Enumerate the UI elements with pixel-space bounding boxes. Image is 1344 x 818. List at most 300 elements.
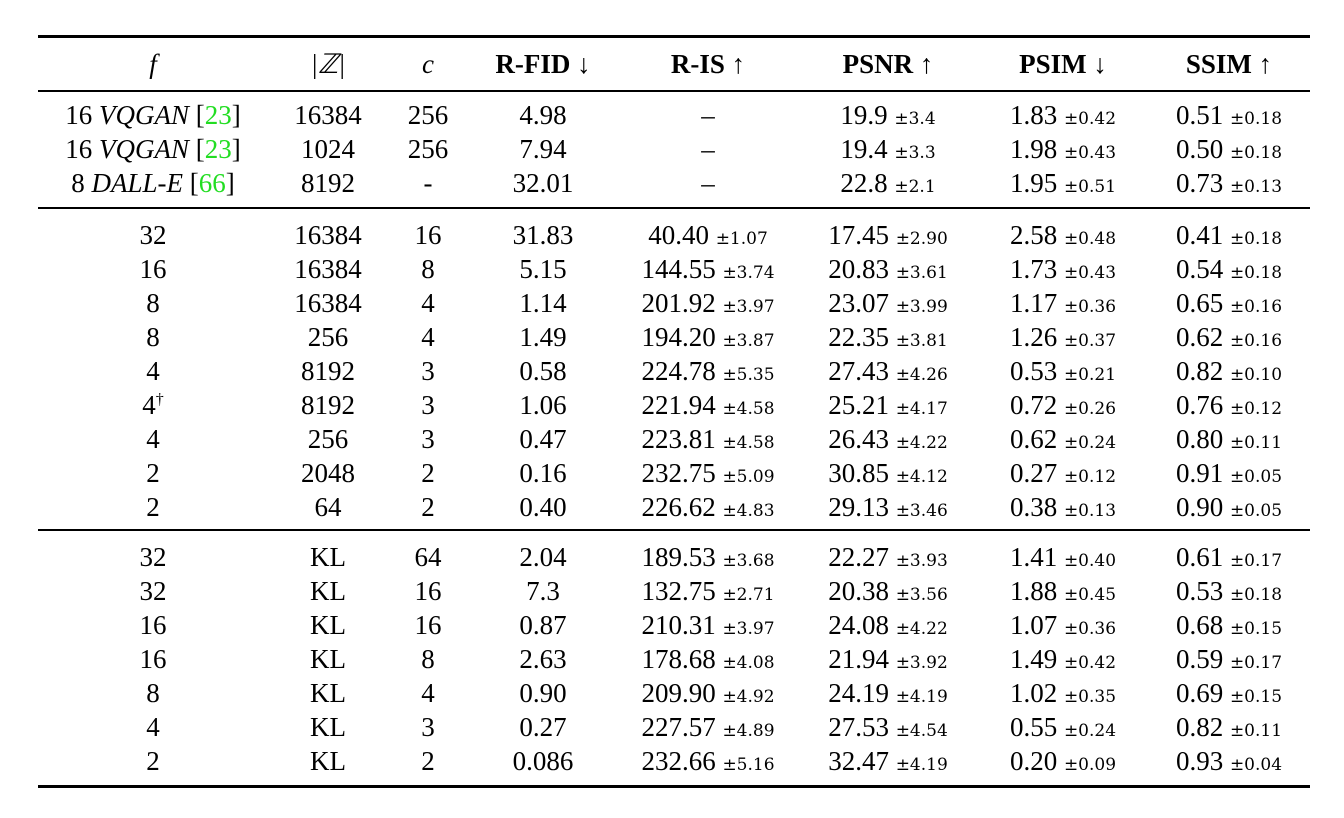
metric-std: ±0.17	[1229, 653, 1283, 673]
f-value: 8	[146, 288, 160, 318]
metric-value: 26.43	[828, 424, 889, 454]
f-value: 4	[146, 712, 160, 742]
cell-rfid: 0.87	[519, 610, 567, 640]
metric-std: ±0.36	[1063, 297, 1117, 317]
metric-std: ±0.24	[1063, 721, 1117, 741]
table-row	[38, 166, 1310, 200]
cell-psim	[978, 608, 1148, 642]
metric-value: 20.83	[828, 254, 889, 284]
metric-std: ±4.17	[895, 399, 948, 419]
metric-std: ±3.68	[722, 551, 775, 571]
cell-ssim	[1148, 710, 1310, 744]
metric-std: ±0.21	[1063, 365, 1117, 385]
cell-f	[38, 320, 268, 354]
metric-std: ±5.09	[722, 467, 775, 487]
cell-ssim	[1148, 132, 1310, 166]
metric-std: ±0.17	[1229, 551, 1283, 571]
citation-link[interactable]: 23	[204, 100, 232, 130]
cell-psim	[978, 490, 1148, 524]
metric-std: ±3.81	[895, 331, 948, 351]
cell-f	[38, 490, 268, 524]
cell-psim	[978, 710, 1148, 744]
header-psim: PSIM ↓	[1019, 49, 1107, 79]
metric-std: ±5.16	[722, 755, 775, 775]
cell-c: 16	[414, 610, 442, 640]
cell-ssim	[1148, 354, 1310, 388]
cell-ssim	[1148, 388, 1310, 422]
metric-value: 178.68	[641, 644, 716, 674]
metric-std: ±0.18	[1229, 143, 1283, 163]
cell-f	[38, 422, 268, 456]
metric-std: ±0.26	[1063, 399, 1117, 419]
cell-ris	[618, 388, 798, 422]
cell-ris	[618, 422, 798, 456]
table-row	[38, 540, 1310, 574]
metric-value: 0.68	[1175, 610, 1224, 640]
metric-std: ±4.12	[895, 467, 948, 487]
metric-value: 0.80	[1175, 424, 1224, 454]
cell-ssim	[1148, 490, 1310, 524]
f-value: 4	[146, 356, 160, 386]
cell-psim	[978, 642, 1148, 676]
table-row	[38, 608, 1310, 642]
metric-value: 1.02	[1009, 678, 1058, 708]
metric-std: ±0.10	[1229, 365, 1283, 385]
dagger-mark: †	[155, 391, 164, 408]
f-value: 4	[142, 390, 156, 420]
metric-std: ±2.71	[722, 585, 775, 605]
cell-rfid: 7.3	[526, 576, 560, 606]
metric-std: ±0.11	[1229, 433, 1283, 453]
cell-f	[38, 574, 268, 608]
cell-psnr	[798, 388, 978, 422]
metric-value: 0.54	[1175, 254, 1224, 284]
metric-std: ±4.26	[895, 365, 948, 385]
cell-c: 16	[414, 220, 442, 250]
cell-z: 16384	[294, 254, 362, 284]
cell-rfid: 5.15	[519, 254, 567, 284]
metric-value: 22.27	[828, 542, 889, 572]
metric-value: 17.45	[828, 220, 889, 250]
cell-f	[38, 540, 268, 574]
table-row	[38, 98, 1310, 132]
metric-std: ±0.18	[1229, 109, 1283, 129]
cell-rfid: 0.90	[519, 678, 567, 708]
cell-z: 8192	[301, 356, 355, 386]
cell-c: 256	[407, 134, 449, 164]
metric-value: 0.27	[1009, 458, 1058, 488]
cell-c: 8	[421, 254, 435, 284]
cell-psnr	[798, 252, 978, 286]
metric-std: ±0.15	[1229, 687, 1283, 707]
metric-value: 0.82	[1175, 712, 1224, 742]
metric-std: ±0.11	[1229, 721, 1283, 741]
metric-value: 1.83	[1009, 100, 1058, 130]
cell-ssim	[1148, 286, 1310, 320]
cell-ris	[618, 642, 798, 676]
model-name: VQGAN	[99, 100, 189, 130]
cell-ssim	[1148, 744, 1310, 778]
cell-f	[38, 744, 268, 778]
cell-psnr	[798, 166, 978, 200]
metric-std: ±0.42	[1063, 653, 1117, 673]
cell-rfid: 0.086	[512, 746, 574, 776]
cell-ris	[618, 574, 798, 608]
f-value: 16	[139, 610, 167, 640]
metric-value: –	[701, 168, 715, 198]
cell-rfid: 0.58	[519, 356, 567, 386]
cell-c: 3	[421, 390, 435, 420]
metric-std: ±0.16	[1229, 297, 1283, 317]
f-value: 2	[146, 458, 160, 488]
metric-std: ±3.46	[895, 501, 948, 521]
metric-value: 232.66	[641, 746, 716, 776]
cell-ris	[618, 354, 798, 388]
metric-std: ±0.35	[1063, 687, 1117, 707]
table-row	[38, 744, 1310, 778]
cell-psnr	[798, 490, 978, 524]
metric-value: 201.92	[641, 288, 716, 318]
f-value: 2	[146, 492, 160, 522]
cell-psnr	[798, 608, 978, 642]
metric-value: 29.13	[828, 492, 889, 522]
metric-std: ±4.22	[895, 433, 948, 453]
cell-psim	[978, 286, 1148, 320]
table-row	[38, 574, 1310, 608]
table-row	[38, 132, 1310, 166]
cell-rfid: 0.40	[519, 492, 567, 522]
metric-value: 0.69	[1175, 678, 1224, 708]
table-row	[38, 642, 1310, 676]
cell-z: 256	[307, 424, 349, 454]
metric-value: 0.50	[1175, 134, 1224, 164]
table-row	[38, 422, 1310, 456]
metric-std: ±0.40	[1063, 551, 1117, 571]
metric-value: 0.38	[1009, 492, 1058, 522]
metric-std: ±3.61	[895, 263, 948, 283]
cell-psnr	[798, 574, 978, 608]
metric-value: 226.62	[641, 492, 716, 522]
metric-value: 21.94	[828, 644, 889, 674]
metric-std: ±0.42	[1063, 109, 1117, 129]
cell-ssim	[1148, 218, 1310, 252]
cell-ssim	[1148, 98, 1310, 132]
cell-f: 16 VQGAN [23]	[65, 100, 241, 130]
cell-c: 2	[421, 492, 435, 522]
cell-z: 64	[314, 492, 342, 522]
metric-value: 25.21	[828, 390, 889, 420]
cell-psim	[978, 456, 1148, 490]
cell-psnr	[798, 422, 978, 456]
citation-link[interactable]: 66	[198, 168, 226, 198]
cell-z: KL	[310, 610, 346, 640]
cell-z: 2048	[301, 458, 355, 488]
cell-rfid: 31.83	[512, 220, 574, 250]
metric-std: ±1.07	[715, 229, 768, 249]
metric-value: 194.20	[641, 322, 716, 352]
cell-c: 3	[421, 712, 435, 742]
metric-std: ±0.24	[1063, 433, 1117, 453]
cell-ris	[618, 286, 798, 320]
table-row	[38, 456, 1310, 490]
metric-value: 1.98	[1009, 134, 1058, 164]
cell-rfid: 4.98	[519, 100, 567, 130]
metric-value: 0.82	[1175, 356, 1224, 386]
metric-std: ±4.19	[895, 755, 948, 775]
cell-psim	[978, 218, 1148, 252]
cell-psim	[978, 166, 1148, 200]
cell-f	[38, 710, 268, 744]
header-rule	[38, 90, 1310, 92]
cell-ris	[618, 744, 798, 778]
cell-z: 16384	[294, 220, 362, 250]
cell-psim	[978, 574, 1148, 608]
metric-std: ±0.12	[1063, 467, 1117, 487]
cell-f: 16 VQGAN [23]	[65, 134, 241, 164]
metric-value: 0.61	[1175, 542, 1224, 572]
cell-rfid: 0.27	[519, 712, 567, 742]
cell-z: 16384	[294, 100, 362, 130]
cell-ris	[618, 218, 798, 252]
metric-std: ±0.13	[1063, 501, 1117, 521]
metric-value: 0.62	[1009, 424, 1058, 454]
metric-value: 132.75	[641, 576, 716, 606]
cell-ssim	[1148, 422, 1310, 456]
metric-value: 32.47	[828, 746, 889, 776]
cell-c: 2	[421, 458, 435, 488]
metric-value: 209.90	[641, 678, 716, 708]
metric-value: 144.55	[641, 254, 716, 284]
metric-std: ±0.18	[1229, 229, 1283, 249]
cell-f	[38, 218, 268, 252]
metric-std: ±0.18	[1229, 585, 1283, 605]
metric-std: ±4.19	[895, 687, 948, 707]
model-name: VQGAN	[99, 134, 189, 164]
f-value: 32	[139, 542, 167, 572]
table-row	[38, 490, 1310, 524]
cell-c: 4	[421, 322, 435, 352]
cell-rfid: 2.04	[519, 542, 567, 572]
table-row	[38, 320, 1310, 354]
cell-f	[38, 642, 268, 676]
cell-f	[38, 676, 268, 710]
cell-z: KL	[310, 678, 346, 708]
metric-std: ±0.15	[1229, 619, 1283, 639]
f-value: 16	[65, 100, 93, 130]
metric-value: 2.58	[1009, 220, 1058, 250]
cell-psnr	[798, 132, 978, 166]
metric-value: 22.8	[840, 168, 888, 198]
cell-ris	[618, 252, 798, 286]
cell-f	[38, 388, 268, 422]
cell-psnr	[798, 540, 978, 574]
metric-std: ±0.05	[1229, 467, 1283, 487]
header-f: f	[149, 49, 157, 79]
cell-psnr	[798, 744, 978, 778]
cell-rfid: 1.06	[519, 390, 567, 420]
cell-psim	[978, 744, 1148, 778]
metric-value: 0.53	[1175, 576, 1224, 606]
cell-ssim	[1148, 540, 1310, 574]
cell-z: 8192	[301, 390, 355, 420]
metric-value: 0.93	[1175, 746, 1224, 776]
f-value: 16	[139, 254, 167, 284]
cell-c: 2	[421, 746, 435, 776]
metric-std: ±4.89	[722, 721, 775, 741]
metric-std: ±0.48	[1063, 229, 1117, 249]
metric-std: ±4.83	[722, 501, 775, 521]
metric-std: ±0.51	[1063, 177, 1117, 197]
metric-std: ±3.56	[895, 585, 948, 605]
metric-value: 224.78	[641, 356, 716, 386]
cell-ssim	[1148, 574, 1310, 608]
metric-value: 22.35	[828, 322, 889, 352]
f-value: 32	[139, 576, 167, 606]
cell-psim	[978, 252, 1148, 286]
cell-z: KL	[310, 644, 346, 674]
metric-value: 1.07	[1009, 610, 1058, 640]
metric-value: 24.19	[828, 678, 889, 708]
cell-ris	[618, 490, 798, 524]
cell-psim	[978, 676, 1148, 710]
metric-value: 0.59	[1175, 644, 1224, 674]
model-name: DALL-E	[91, 168, 183, 198]
metric-value: 0.53	[1009, 356, 1058, 386]
metric-value: –	[701, 100, 715, 130]
metric-value: 1.49	[1009, 644, 1058, 674]
metric-std: ±4.92	[722, 687, 775, 707]
metric-std: ±2.1	[894, 177, 936, 197]
cell-c: 16	[414, 576, 442, 606]
metric-value: 23.07	[828, 288, 889, 318]
cell-f	[38, 286, 268, 320]
cell-c: 4	[421, 678, 435, 708]
metric-value: 40.40	[648, 220, 709, 250]
metric-std: ±4.22	[895, 619, 948, 639]
f-value: 16	[65, 134, 93, 164]
cell-rfid: 32.01	[512, 168, 574, 198]
cell-ris	[618, 166, 798, 200]
metric-std: ±0.12	[1229, 399, 1283, 419]
metric-value: 20.38	[828, 576, 889, 606]
cell-psnr	[798, 456, 978, 490]
metric-std: ±3.3	[894, 143, 936, 163]
metric-value: 0.51	[1175, 100, 1224, 130]
cell-f: 8 DALL-E [66]	[71, 168, 235, 198]
cell-z: 256	[307, 322, 349, 352]
metric-value: 210.31	[641, 610, 716, 640]
table-row	[38, 354, 1310, 388]
table-row	[38, 252, 1310, 286]
cell-psnr	[798, 98, 978, 132]
metric-std: ±4.08	[722, 653, 775, 673]
metric-value: 0.90	[1175, 492, 1224, 522]
cell-psnr	[798, 320, 978, 354]
metric-value: 1.73	[1009, 254, 1058, 284]
metric-value: 30.85	[828, 458, 889, 488]
metric-value: 27.53	[828, 712, 889, 742]
metric-std: ±3.97	[722, 297, 775, 317]
cell-f	[38, 354, 268, 388]
cell-c: 8	[421, 644, 435, 674]
citation-link[interactable]: 23	[204, 134, 232, 164]
f-value: 32	[139, 220, 167, 250]
metric-std: ±3.92	[895, 653, 948, 673]
metric-std: ±0.05	[1229, 501, 1283, 521]
metric-std: ±5.35	[722, 365, 775, 385]
metric-value: 0.73	[1175, 168, 1224, 198]
bottom-rule	[38, 785, 1310, 788]
header-z: |ℤ|	[310, 49, 346, 79]
metric-value: 0.55	[1009, 712, 1058, 742]
cell-psim	[978, 320, 1148, 354]
cell-z: KL	[310, 746, 346, 776]
f-value: 8	[146, 322, 160, 352]
metric-std: ±3.93	[895, 551, 948, 571]
metric-value: 0.62	[1175, 322, 1224, 352]
metric-value: 221.94	[641, 390, 716, 420]
cell-rfid: 0.47	[519, 424, 567, 454]
table-row	[38, 710, 1310, 744]
cell-ssim	[1148, 456, 1310, 490]
metric-std: ±0.43	[1063, 263, 1117, 283]
table-row	[38, 286, 1310, 320]
metric-std: ±0.18	[1229, 263, 1283, 283]
metric-value: 0.41	[1175, 220, 1224, 250]
cell-z: KL	[310, 576, 346, 606]
metric-std: ±2.90	[895, 229, 948, 249]
header-ris: R-IS ↑	[670, 49, 746, 79]
cell-ris	[618, 608, 798, 642]
cell-psim	[978, 98, 1148, 132]
metric-std: ±0.16	[1229, 331, 1283, 351]
cell-psnr	[798, 218, 978, 252]
metric-value: 0.72	[1009, 390, 1058, 420]
header-psnr: PSNR ↑	[842, 49, 934, 79]
cell-ris	[618, 540, 798, 574]
metric-value: 232.75	[641, 458, 716, 488]
header-ssim: SSIM ↑	[1185, 49, 1273, 79]
cell-rfid: 0.16	[519, 458, 567, 488]
metric-value: 1.26	[1009, 322, 1058, 352]
cell-ris	[618, 98, 798, 132]
cell-psim	[978, 540, 1148, 574]
cell-psnr	[798, 354, 978, 388]
cell-c: 4	[421, 288, 435, 318]
cell-psim	[978, 132, 1148, 166]
metric-std: ±4.58	[722, 433, 775, 453]
cell-f	[38, 608, 268, 642]
metric-value: 189.53	[641, 542, 716, 572]
metric-value: 1.88	[1009, 576, 1058, 606]
cell-c: 256	[407, 100, 449, 130]
cell-psim	[978, 388, 1148, 422]
f-value: 8	[146, 678, 160, 708]
metric-value: 0.91	[1175, 458, 1224, 488]
metric-value: –	[701, 134, 715, 164]
cell-ssim	[1148, 608, 1310, 642]
metric-value: 1.95	[1009, 168, 1058, 198]
cell-f	[38, 456, 268, 490]
cell-z: 1024	[301, 134, 355, 164]
cell-c: -	[423, 168, 433, 198]
cell-ssim	[1148, 252, 1310, 286]
cell-z: 16384	[294, 288, 362, 318]
metric-value: 19.9	[840, 100, 888, 130]
metric-std: ±0.36	[1063, 619, 1117, 639]
table-row	[38, 676, 1310, 710]
f-value: 4	[146, 424, 160, 454]
